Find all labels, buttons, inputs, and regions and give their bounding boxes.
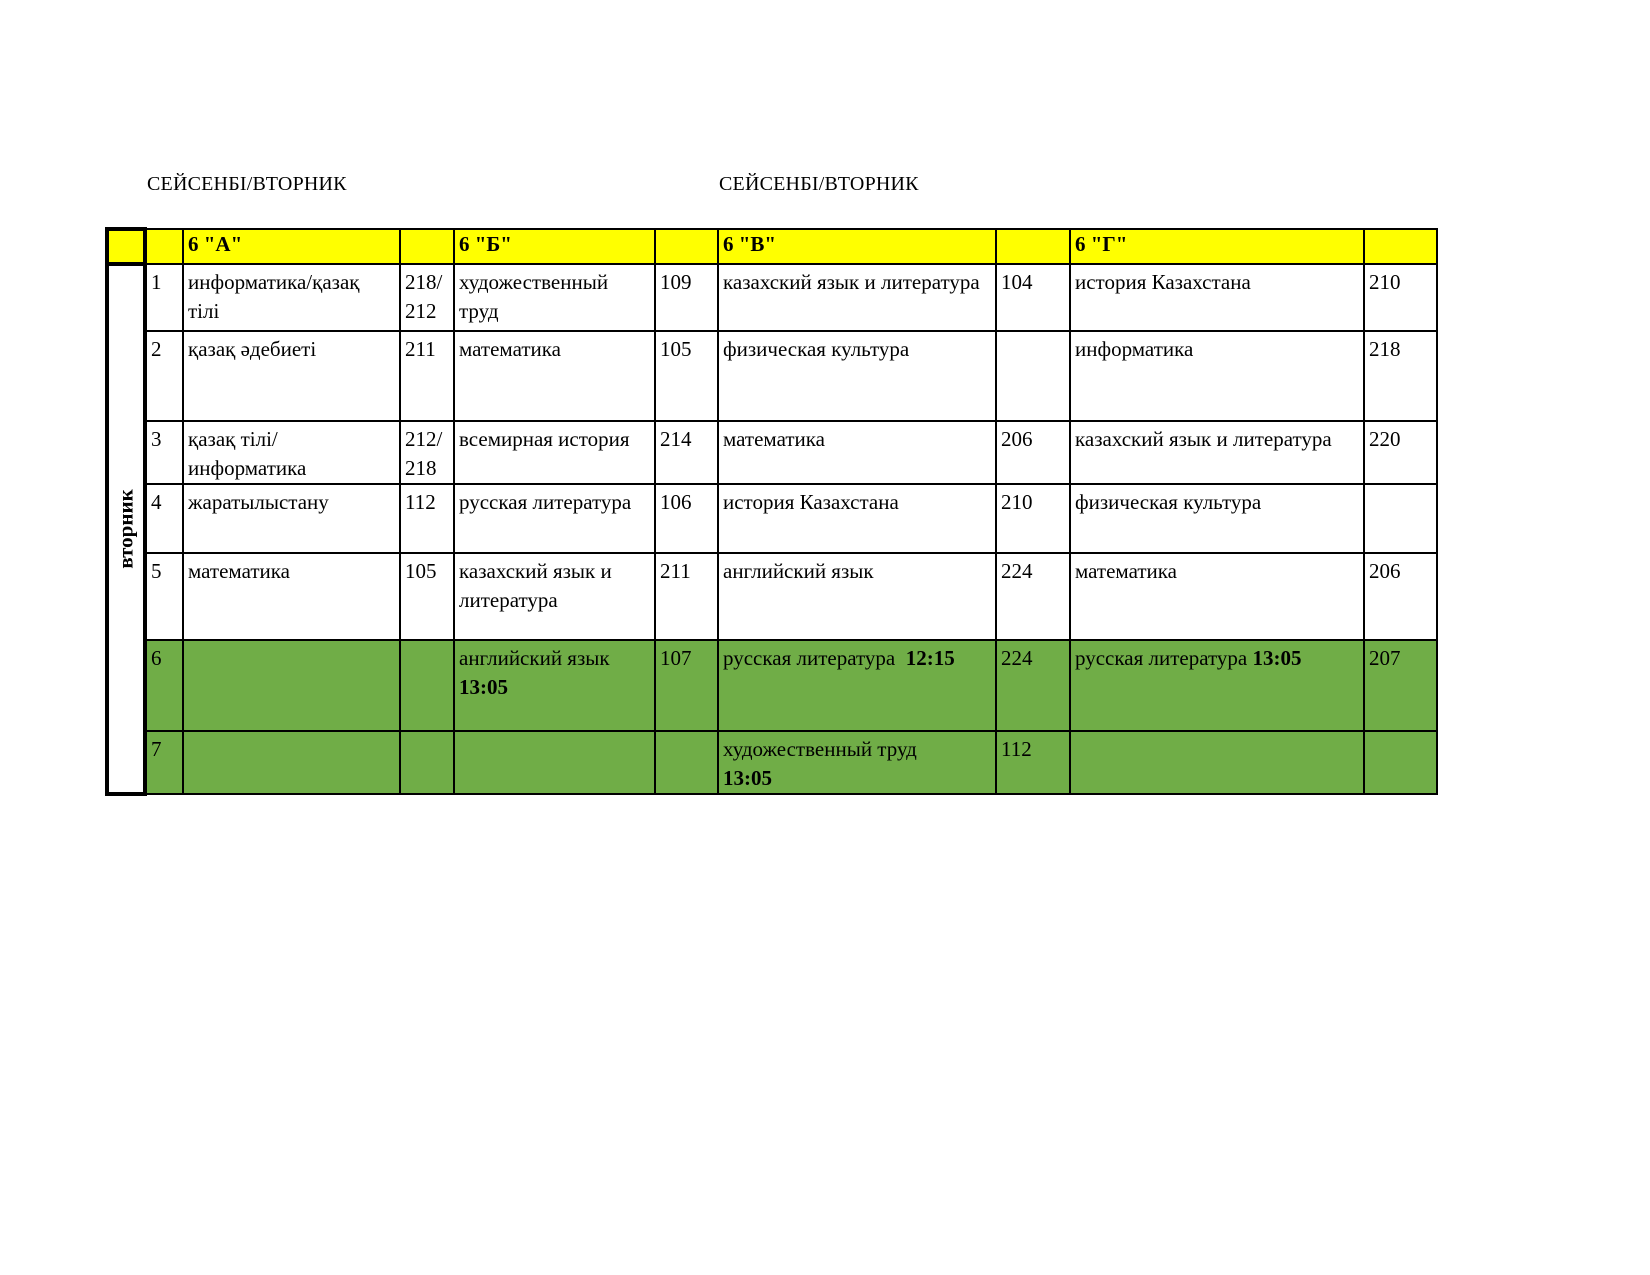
- page-caption-left: СЕЙСЕНБІ/ВТОРНИК: [147, 173, 347, 195]
- room-header-a: [400, 229, 454, 264]
- subject-g: физическая культура: [1070, 484, 1364, 553]
- room-g: 210: [1364, 264, 1437, 331]
- lesson-row-3: [107, 421, 1437, 484]
- room-v: 104: [996, 264, 1070, 331]
- subject-text: русская литература: [1075, 646, 1248, 670]
- subject-a: [183, 640, 400, 731]
- room-v: 224: [996, 553, 1070, 640]
- room-a: [400, 640, 454, 731]
- page-caption-right: СЕЙСЕНБІ/ВТОРНИК: [719, 173, 919, 195]
- schedule-table: [105, 227, 1438, 796]
- lesson-row-7: [107, 731, 1437, 794]
- subject-v: физическая культура: [718, 331, 996, 421]
- subject-b: казахский язык и литература: [454, 553, 655, 640]
- subject-b: художественный труд: [454, 264, 655, 331]
- room-header-b: [655, 229, 718, 264]
- room-b: 107: [655, 640, 718, 731]
- class-header-g: 6 "Г": [1070, 229, 1364, 264]
- room-v: 112: [996, 731, 1070, 794]
- subject-g: история Казахстана: [1070, 264, 1364, 331]
- lesson-number: 5: [145, 553, 183, 640]
- lesson-time: 13:05: [1252, 646, 1302, 670]
- room-b: 105: [655, 331, 718, 421]
- subject-b: математика: [454, 331, 655, 421]
- lesson-row-6: [107, 640, 1437, 731]
- subject-v: казахский язык и литература: [718, 264, 996, 331]
- lesson-number: 7: [145, 731, 183, 794]
- room-a: 112: [400, 484, 454, 553]
- class-header-v: 6 "В": [718, 229, 996, 264]
- room-a: 211: [400, 331, 454, 421]
- subject-a: математика: [183, 553, 400, 640]
- subject-a: қазақ әдебиеті: [183, 331, 400, 421]
- subject-a: информатика/қазақ тілі: [183, 264, 400, 331]
- corner-cell: [107, 229, 145, 264]
- subject-g: [1070, 731, 1364, 794]
- header-row: [107, 229, 1437, 264]
- room-a: 105: [400, 553, 454, 640]
- subject-b: [454, 731, 655, 794]
- room-header-v: [996, 229, 1070, 264]
- lesson-number: 1: [145, 264, 183, 331]
- subject-g: математика: [1070, 553, 1364, 640]
- class-header-b: 6 "Б": [454, 229, 655, 264]
- lesson-number: 6: [145, 640, 183, 731]
- day-label-cell: [107, 264, 145, 794]
- subject-a: [183, 731, 400, 794]
- room-a: 218/ 212: [400, 264, 454, 331]
- room-b: 211: [655, 553, 718, 640]
- lesson-time: 12:15: [905, 646, 955, 670]
- subject-g: [1070, 640, 1364, 731]
- room-g: 220: [1364, 421, 1437, 484]
- room-v: [996, 331, 1070, 421]
- num-header: [145, 229, 183, 264]
- lesson-row-2: [107, 331, 1437, 421]
- room-b: 106: [655, 484, 718, 553]
- room-b: 214: [655, 421, 718, 484]
- lesson-number: 2: [145, 331, 183, 421]
- subject-b: [454, 640, 655, 731]
- lesson-row-4: [107, 484, 1437, 553]
- room-a: [400, 731, 454, 794]
- subject-text: русская литература: [723, 646, 896, 670]
- room-v: 224: [996, 640, 1070, 731]
- lesson-row-5: [107, 553, 1437, 640]
- subject-v: [718, 640, 996, 731]
- subject-v: английский язык: [718, 553, 996, 640]
- room-v: 206: [996, 421, 1070, 484]
- room-v: 210: [996, 484, 1070, 553]
- lesson-row-1: [107, 264, 1437, 331]
- subject-b: всемирная история: [454, 421, 655, 484]
- room-g: [1364, 731, 1437, 794]
- subject-text: английский язык: [459, 646, 610, 670]
- subject-v: [718, 731, 996, 794]
- lesson-number: 3: [145, 421, 183, 484]
- room-a: 212/ 218: [400, 421, 454, 484]
- room-g: [1364, 484, 1437, 553]
- room-b: [655, 731, 718, 794]
- room-b: 109: [655, 264, 718, 331]
- subject-a: қазақ тілі/информатика: [183, 421, 400, 484]
- subject-v: история Казахстана: [718, 484, 996, 553]
- room-g: 207: [1364, 640, 1437, 731]
- lesson-time: 13:05: [459, 675, 508, 699]
- subject-g: информатика: [1070, 331, 1364, 421]
- class-header-a: 6 "А": [183, 229, 400, 264]
- subject-b: русская литература: [454, 484, 655, 553]
- room-header-g: [1364, 229, 1437, 264]
- lesson-number: 4: [145, 484, 183, 553]
- subject-g: казахский язык и литература: [1070, 421, 1364, 484]
- day-label: вторник: [113, 489, 138, 569]
- subject-text: художественный труд: [723, 737, 917, 761]
- subject-v: математика: [718, 421, 996, 484]
- lesson-time: 13:05: [723, 766, 772, 790]
- subject-a: жаратылыстану: [183, 484, 400, 553]
- room-g: 218: [1364, 331, 1437, 421]
- room-g: 206: [1364, 553, 1437, 640]
